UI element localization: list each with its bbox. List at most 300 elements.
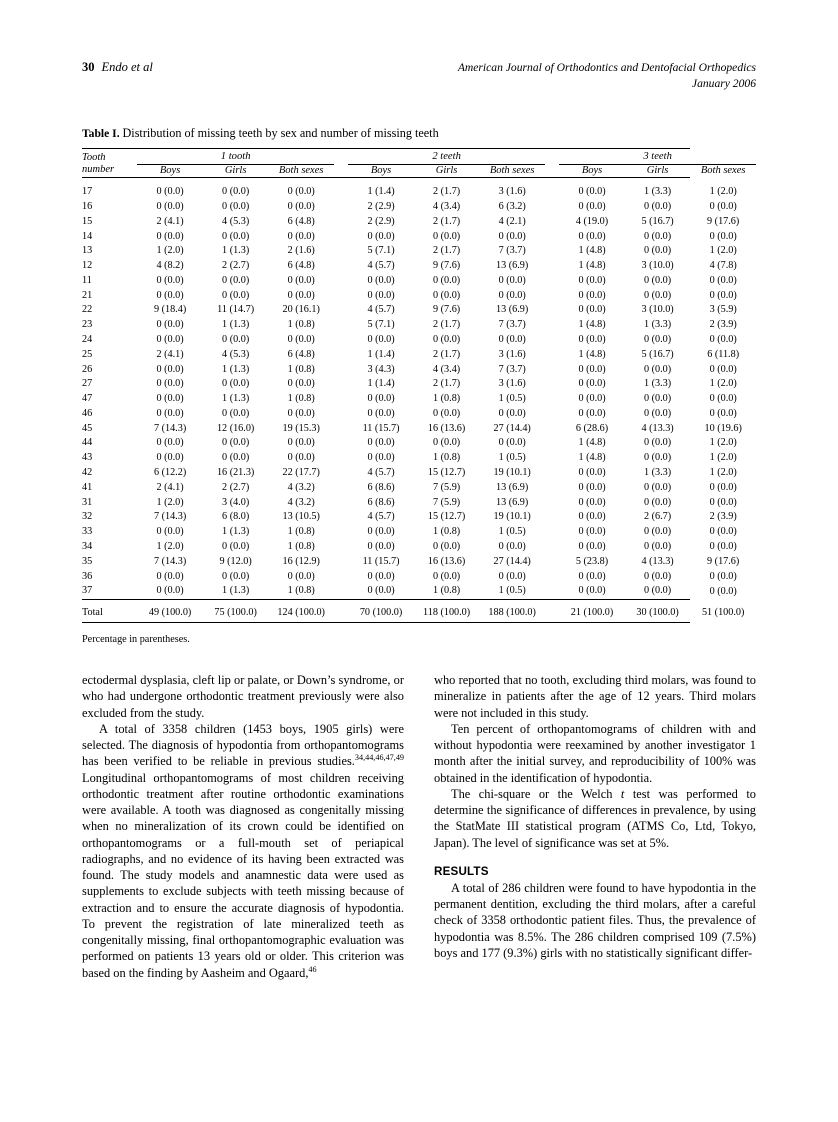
data-cell: 0 (0.0)	[578, 200, 606, 212]
column-gap	[545, 555, 559, 570]
data-cell: 0 (0.0)	[222, 274, 250, 286]
data-cell: 1 (0.5)	[498, 526, 526, 538]
tooth-number-cell: 36	[82, 570, 93, 582]
data-cell: 0 (0.0)	[709, 200, 737, 212]
subheader-both-2: Both sexes	[489, 164, 535, 176]
data-cell: 11 (15.7)	[362, 422, 400, 434]
data-cell: 3 (4.0)	[222, 496, 250, 508]
data-cell: 2 (1.7)	[433, 245, 461, 257]
table-row	[82, 318, 756, 333]
data-cell: 49 (100.0)	[148, 606, 192, 618]
data-cell: 1 (1.3)	[222, 393, 250, 405]
data-cell: 1 (2.0)	[709, 437, 737, 449]
data-cell: 0 (0.0)	[287, 200, 315, 212]
data-cell: 0 (0.0)	[433, 289, 461, 301]
data-cell: 0 (0.0)	[709, 540, 737, 552]
left-column	[82, 672, 404, 981]
data-cell: 4 (13.3)	[641, 422, 674, 434]
tooth-number-cell: 35	[82, 555, 93, 567]
data-cell: 51 (100.0)	[701, 606, 745, 618]
data-cell: 0 (0.0)	[498, 540, 526, 552]
table-row	[82, 215, 756, 230]
group-header-1-tooth: 1 tooth	[137, 151, 334, 164]
data-cell: 9 (7.6)	[433, 304, 461, 316]
tooth-number-cell: 32	[82, 511, 93, 523]
table-row	[82, 436, 756, 451]
tooth-number-cell: 13	[82, 245, 93, 257]
data-cell: 2 (3.9)	[709, 319, 737, 331]
data-cell: 1 (1.4)	[367, 348, 395, 360]
group-gap-1	[334, 151, 348, 164]
data-cell: 0 (0.0)	[222, 378, 250, 390]
data-cell: 1 (0.8)	[287, 363, 315, 375]
data-cell: 9 (7.6)	[433, 260, 461, 272]
column-gap	[334, 584, 348, 599]
data-cell: 1 (1.3)	[222, 585, 250, 597]
data-cell: 0 (0.0)	[643, 585, 672, 597]
table-row	[82, 569, 756, 584]
running-head-authors: Endo et al	[101, 60, 153, 74]
data-cell: 0 (0.0)	[578, 363, 606, 375]
data-cell: 2 (1.7)	[433, 378, 461, 390]
sub-header-row	[82, 164, 756, 178]
right-para-3-post: test was performed to determine the significance of differences in prevalence, by using the StatMate III statistical program (ATMS Co, Ltd, Tokyo, Japan). The level of significance was set at 5%.	[434, 786, 756, 850]
data-cell: 1 (2.0)	[709, 186, 737, 198]
data-cell: 0 (0.0)	[156, 437, 184, 449]
data-cell: 0 (0.0)	[709, 481, 737, 493]
data-cell: 2 (1.7)	[433, 348, 461, 360]
tooth-number-cell: 17	[82, 186, 93, 198]
column-gap	[545, 466, 559, 481]
tooth-number-cell: 15	[82, 215, 93, 227]
data-cell: 0 (0.0)	[643, 363, 672, 375]
data-cell: 0 (0.0)	[433, 274, 461, 286]
data-cell: 30 (100.0)	[636, 606, 679, 618]
table-row	[82, 303, 756, 318]
data-cell: 4 (5.7)	[367, 304, 395, 316]
column-gap	[545, 436, 559, 451]
column-gap	[545, 229, 559, 244]
data-cell: 27 (14.4)	[493, 555, 531, 567]
data-cell: 0 (0.0)	[156, 526, 184, 538]
column-gap	[334, 407, 348, 422]
tooth-number-cell: 27	[82, 378, 93, 390]
data-cell: 4 (2.1)	[498, 215, 526, 227]
data-cell: 6 (8.6)	[367, 496, 395, 508]
tooth-number-cell: 45	[82, 422, 93, 434]
data-cell: 0 (0.0)	[709, 363, 737, 375]
column-gap	[334, 481, 348, 496]
data-cell: 0 (0.0)	[498, 334, 526, 345]
column-gap	[334, 318, 348, 333]
data-cell: 2 (1.6)	[287, 245, 315, 257]
tooth-number-cell: 16	[82, 200, 93, 212]
data-cell: 0 (0.0)	[709, 407, 737, 419]
column-gap	[334, 466, 348, 481]
column-gap	[545, 604, 559, 623]
tooth-number-cell: 46	[82, 407, 93, 419]
data-cell: 0 (0.0)	[433, 334, 461, 345]
tooth-number-cell: 31	[82, 496, 93, 508]
data-cell: 4 (8.2)	[156, 260, 184, 272]
data-cell: 7 (3.7)	[498, 319, 526, 331]
table-row	[82, 510, 756, 525]
data-cell: 0 (0.0)	[578, 481, 606, 493]
data-cell: 0 (0.0)	[367, 540, 395, 552]
group-header-2-teeth: 2 teeth	[348, 151, 545, 164]
citation-superscript-2: 46	[308, 964, 317, 974]
column-gap	[545, 200, 559, 215]
data-cell: 1 (0.5)	[498, 585, 526, 597]
data-cell: 2 (2.7)	[222, 260, 250, 272]
data-cell: 0 (0.0)	[578, 496, 606, 508]
data-cell: 1 (4.8)	[578, 245, 606, 257]
column-gap	[545, 481, 559, 496]
data-cell: 0 (0.0)	[287, 186, 315, 198]
column-gap	[545, 451, 559, 466]
data-cell: 0 (0.0)	[222, 570, 250, 582]
data-cell: 6 (12.2)	[153, 467, 187, 479]
data-cell: 0 (0.0)	[287, 570, 315, 582]
data-cell: 0 (0.0)	[709, 274, 737, 286]
right-para-3	[434, 786, 756, 851]
data-cell: 0 (0.0)	[287, 407, 315, 419]
data-cell: 4 (5.7)	[367, 467, 395, 479]
data-cell: 0 (0.0)	[156, 407, 184, 419]
data-cell: 0 (0.0)	[433, 230, 461, 242]
table-head	[82, 149, 756, 181]
data-cell: 15 (12.7)	[427, 467, 466, 479]
data-cell: 1 (4.8)	[578, 437, 606, 449]
data-cell: 0 (0.0)	[156, 289, 184, 301]
table-row	[82, 525, 756, 540]
data-cell: 1 (1.4)	[367, 378, 395, 390]
data-cell: 4 (5.3)	[222, 348, 250, 360]
column-gap	[545, 289, 559, 304]
column-gap	[545, 525, 559, 540]
subheader-both-1: Both sexes	[278, 164, 324, 176]
data-cell: 0 (0.0)	[156, 334, 184, 345]
data-cell: 7 (14.3)	[153, 555, 187, 567]
data-cell: 0 (0.0)	[498, 570, 526, 582]
table-row	[82, 348, 756, 363]
tooth-number-cell: Total	[82, 606, 103, 618]
column-gap	[334, 259, 348, 274]
data-cell: 3 (1.6)	[498, 378, 526, 390]
right-para-2: Ten percent of orthopantomograms of children with and without hypodontia were reexamined by another investigator 1 month after the initial survey, and reproducibility of 100% was obtained in the identification of hypodontia.	[434, 721, 756, 785]
data-cell: 5 (16.7)	[641, 348, 674, 360]
data-cell: 0 (0.0)	[156, 319, 184, 331]
subheader-boys-3: Boys	[581, 164, 603, 176]
data-cell: 1 (3.3)	[643, 319, 672, 331]
data-cell: 4 (7.8)	[709, 260, 737, 272]
column-gap	[545, 569, 559, 584]
data-cell: 188 (100.0)	[488, 606, 536, 618]
data-cell: 2 (4.1)	[156, 481, 184, 493]
tooth-number-cell: 24	[82, 334, 93, 345]
data-cell: 4 (3.4)	[433, 200, 461, 212]
data-cell: 0 (0.0)	[578, 407, 606, 419]
data-cell: 0 (0.0)	[578, 526, 606, 538]
data-cell: 0 (0.0)	[367, 393, 395, 405]
left-para-1: ectodermal dysplasia, cleft lip or palate, or Down’s syndrome, or who had undergone orthodontic treatment previously were also excluded from the study.	[82, 673, 404, 720]
data-cell: 0 (0.0)	[222, 437, 250, 449]
data-cell: 13 (6.9)	[496, 496, 529, 508]
column-gap	[545, 259, 559, 274]
data-cell: 0 (0.0)	[222, 289, 250, 301]
data-cell: 19 (10.1)	[493, 511, 531, 523]
table-row	[82, 229, 756, 244]
table-row	[82, 180, 756, 200]
tooth-number-cell: 43	[82, 452, 93, 464]
data-cell: 0 (0.0)	[287, 230, 315, 242]
left-para-2-pre: A total of 3358 children (1453 boys, 1905 girls) were selected. The diagnosis of hypodontia from orthopantomograms has been verified to be reliable in previous studies.	[82, 721, 404, 769]
tooth-number-cell: 25	[82, 348, 93, 360]
right-column	[434, 672, 756, 981]
data-cell: 1 (1.3)	[222, 363, 250, 375]
column-gap	[334, 451, 348, 466]
data-cell: 0 (0.0)	[222, 186, 250, 198]
data-cell: 4 (13.3)	[641, 555, 674, 567]
data-cell: 13 (6.9)	[496, 481, 529, 493]
data-cell: 16 (21.3)	[216, 467, 255, 479]
rule-bottom	[82, 623, 756, 628]
data-cell: 1 (2.0)	[156, 540, 184, 552]
table-row	[82, 466, 756, 481]
tooth-number-cell: 14	[82, 230, 93, 242]
data-cell: 1 (4.8)	[578, 452, 606, 464]
data-cell: 13 (10.5)	[282, 511, 320, 523]
data-cell: 0 (0.0)	[643, 526, 672, 538]
data-cell: 6 (4.8)	[287, 348, 315, 360]
data-cell: 3 (1.6)	[498, 348, 526, 360]
data-cell: 0 (0.0)	[367, 289, 395, 301]
journal-title: American Journal of Orthodontics and Dentofacial Orthopedics	[457, 61, 756, 74]
data-cell: 13 (6.9)	[496, 260, 529, 272]
group-gap-2	[545, 151, 559, 164]
running-head-right	[458, 60, 756, 91]
data-cell: 1 (2.0)	[709, 378, 737, 390]
data-cell: 0 (0.0)	[498, 437, 526, 449]
data-cell: 1 (3.3)	[643, 467, 672, 479]
table-row	[82, 584, 756, 599]
subheader-both-3: Both sexes	[700, 164, 746, 176]
data-cell: 0 (0.0)	[709, 289, 737, 301]
left-para-2	[82, 721, 404, 981]
data-cell: 1 (1.3)	[222, 319, 250, 331]
data-cell: 0 (0.0)	[156, 274, 184, 286]
stub-header-line2: number	[82, 164, 115, 176]
data-cell: 21 (100.0)	[570, 606, 614, 618]
data-cell: 0 (0.0)	[578, 230, 606, 242]
data-cell: 0 (0.0)	[287, 378, 315, 390]
data-cell: 7 (3.7)	[498, 363, 526, 375]
table-row	[82, 422, 756, 437]
column-gap	[545, 215, 559, 230]
data-cell: 1 (0.8)	[287, 540, 315, 552]
data-cell: 0 (0.0)	[643, 407, 672, 419]
running-head-left	[82, 60, 153, 75]
data-cell: 0 (0.0)	[709, 570, 737, 582]
data-cell: 0 (0.0)	[578, 378, 606, 390]
missing-teeth-table	[82, 148, 756, 627]
data-cell: 2 (4.1)	[156, 215, 184, 227]
data-cell: 2 (6.7)	[643, 511, 672, 523]
tooth-number-cell: 12	[82, 260, 93, 272]
tooth-number-cell: 33	[82, 526, 93, 538]
data-cell: 0 (0.0)	[222, 200, 250, 212]
column-gap	[334, 348, 348, 363]
data-cell: 2 (1.7)	[433, 215, 461, 227]
data-cell: 0 (0.0)	[643, 274, 672, 286]
table-row	[82, 244, 756, 259]
table-row	[82, 274, 756, 289]
data-cell: 0 (0.0)	[578, 274, 606, 286]
data-cell: 4 (5.3)	[222, 215, 250, 227]
issue-date: January 2006	[691, 76, 756, 90]
data-cell: 1 (0.5)	[498, 393, 526, 405]
data-cell: 0 (0.0)	[709, 334, 737, 345]
data-cell: 12 (16.0)	[216, 422, 255, 434]
column-gap	[545, 274, 559, 289]
data-cell: 0 (0.0)	[433, 540, 461, 552]
data-cell: 0 (0.0)	[287, 452, 315, 464]
data-cell: 0 (0.0)	[709, 393, 737, 405]
column-gap	[334, 244, 348, 259]
data-cell: 1 (4.8)	[578, 348, 606, 360]
data-cell: 0 (0.0)	[156, 200, 184, 212]
data-cell: 6 (8.6)	[367, 481, 395, 493]
data-cell: 0 (0.0)	[643, 289, 672, 301]
tooth-number-cell: 42	[82, 467, 93, 479]
column-gap	[334, 180, 348, 200]
data-cell: 19 (15.3)	[282, 422, 320, 434]
data-cell: 0 (0.0)	[156, 230, 184, 242]
data-cell: 0 (0.0)	[643, 570, 672, 582]
data-cell: 0 (0.0)	[433, 407, 461, 419]
data-cell: 2 (2.9)	[367, 215, 395, 227]
section-heading-results: RESULTS	[434, 864, 489, 878]
data-cell: 19 (10.1)	[493, 467, 531, 479]
table-row	[82, 200, 756, 215]
data-cell: 7 (14.3)	[153, 422, 187, 434]
citation-superscript-1: 34,44,46,47,49	[354, 753, 404, 763]
column-gap	[334, 604, 348, 623]
data-cell: 0 (0.0)	[578, 540, 606, 552]
tooth-number-cell: 21	[82, 289, 93, 301]
column-gap	[334, 303, 348, 318]
data-cell: 1 (2.0)	[709, 467, 737, 479]
data-cell: 0 (0.0)	[367, 570, 395, 582]
data-cell: 0 (0.0)	[709, 496, 737, 508]
subheader-boys-2: Boys	[370, 164, 392, 176]
data-cell: 0 (0.0)	[643, 393, 672, 405]
data-cell: 0 (0.0)	[498, 274, 526, 286]
page-number: 30	[82, 60, 95, 74]
data-cell: 16 (13.6)	[427, 555, 466, 567]
table-caption	[82, 126, 756, 141]
tooth-number-cell: 37	[82, 585, 93, 597]
column-gap	[334, 496, 348, 511]
data-cell: 0 (0.0)	[433, 437, 461, 449]
table-row	[82, 377, 756, 392]
table-label: Table I.	[82, 127, 120, 140]
subheader-girls-1: Girls	[224, 164, 247, 176]
data-cell: 1 (0.8)	[433, 452, 461, 464]
data-cell: 1 (3.3)	[643, 378, 672, 390]
table-row	[82, 481, 756, 496]
column-gap	[545, 584, 559, 599]
data-cell: 0 (0.0)	[287, 334, 315, 345]
data-cell: 1 (0.5)	[498, 452, 526, 464]
subheader-girls-2: Girls	[435, 164, 458, 176]
data-cell: 0 (0.0)	[498, 230, 526, 242]
data-cell: 0 (0.0)	[643, 200, 672, 212]
column-gap	[545, 540, 559, 555]
data-cell: 16 (12.9)	[282, 555, 320, 567]
data-cell: 0 (0.0)	[222, 452, 250, 464]
data-cell: 1 (0.8)	[287, 393, 315, 405]
data-cell: 3 (1.6)	[498, 186, 526, 198]
column-gap	[545, 496, 559, 511]
data-cell: 0 (0.0)	[156, 452, 184, 464]
data-cell: 118 (100.0)	[423, 606, 471, 618]
data-cell: 4 (3.4)	[433, 363, 461, 375]
data-cell: 0 (0.0)	[156, 378, 184, 390]
data-cell: 1 (2.0)	[156, 245, 184, 257]
data-cell: 0 (0.0)	[287, 289, 315, 301]
data-cell: 1 (0.8)	[433, 393, 461, 405]
data-cell: 4 (5.7)	[367, 511, 395, 523]
data-cell: 2 (3.9)	[709, 511, 737, 523]
data-cell: 1 (0.8)	[287, 585, 315, 597]
table-note: Percentage in parentheses.	[82, 634, 190, 646]
data-cell: 0 (0.0)	[643, 334, 672, 345]
data-cell: 6 (4.8)	[287, 215, 315, 227]
body-columns	[82, 672, 756, 981]
data-cell: 5 (7.1)	[367, 319, 395, 331]
table-row	[82, 333, 756, 348]
right-para-1: who reported that no tooth, excluding third molars, was found to mineralize in patients after the age of 12 years. Third molars were not included in this study.	[434, 673, 756, 720]
data-cell: 0 (0.0)	[222, 230, 250, 242]
data-cell: 0 (0.0)	[222, 407, 250, 419]
column-gap	[545, 318, 559, 333]
right-para-4: A total of 286 children were found to have hypodontia in the permanent dentition, excluding the third molars, after a careful check of 3358 orthodontic patient files. Thus, the prevalence of hypodontia was 8.5%. The 286 children comprised 109 (7.5%) boys and 177 (9.3%) girls with no statistically significant differ-	[434, 880, 756, 960]
data-cell: 3 (10.0)	[641, 260, 674, 272]
table-title: Distribution of missing teeth by sex and number of missing teeth	[122, 126, 439, 140]
data-cell: 4 (3.2)	[287, 481, 315, 493]
column-gap	[334, 229, 348, 244]
data-cell: 13 (6.9)	[496, 304, 529, 316]
data-cell: 5 (23.8)	[575, 555, 609, 567]
column-gap	[334, 289, 348, 304]
data-cell: 0 (0.0)	[156, 186, 184, 198]
data-cell: 2 (1.7)	[433, 319, 461, 331]
data-cell: 27 (14.4)	[493, 422, 531, 434]
data-cell: 7 (3.7)	[498, 245, 526, 257]
test-statistic-symbol: t	[620, 786, 625, 801]
data-cell: 0 (0.0)	[578, 334, 606, 345]
data-cell: 5 (16.7)	[641, 215, 674, 227]
data-cell: 0 (0.0)	[367, 274, 395, 286]
table-row	[82, 496, 756, 511]
data-cell: 2 (2.9)	[367, 200, 395, 212]
column-gap	[334, 525, 348, 540]
data-cell: 1 (2.0)	[156, 496, 184, 508]
column-gap	[334, 200, 348, 215]
data-cell: 0 (0.0)	[287, 274, 315, 286]
data-cell: 1 (0.8)	[433, 526, 461, 538]
